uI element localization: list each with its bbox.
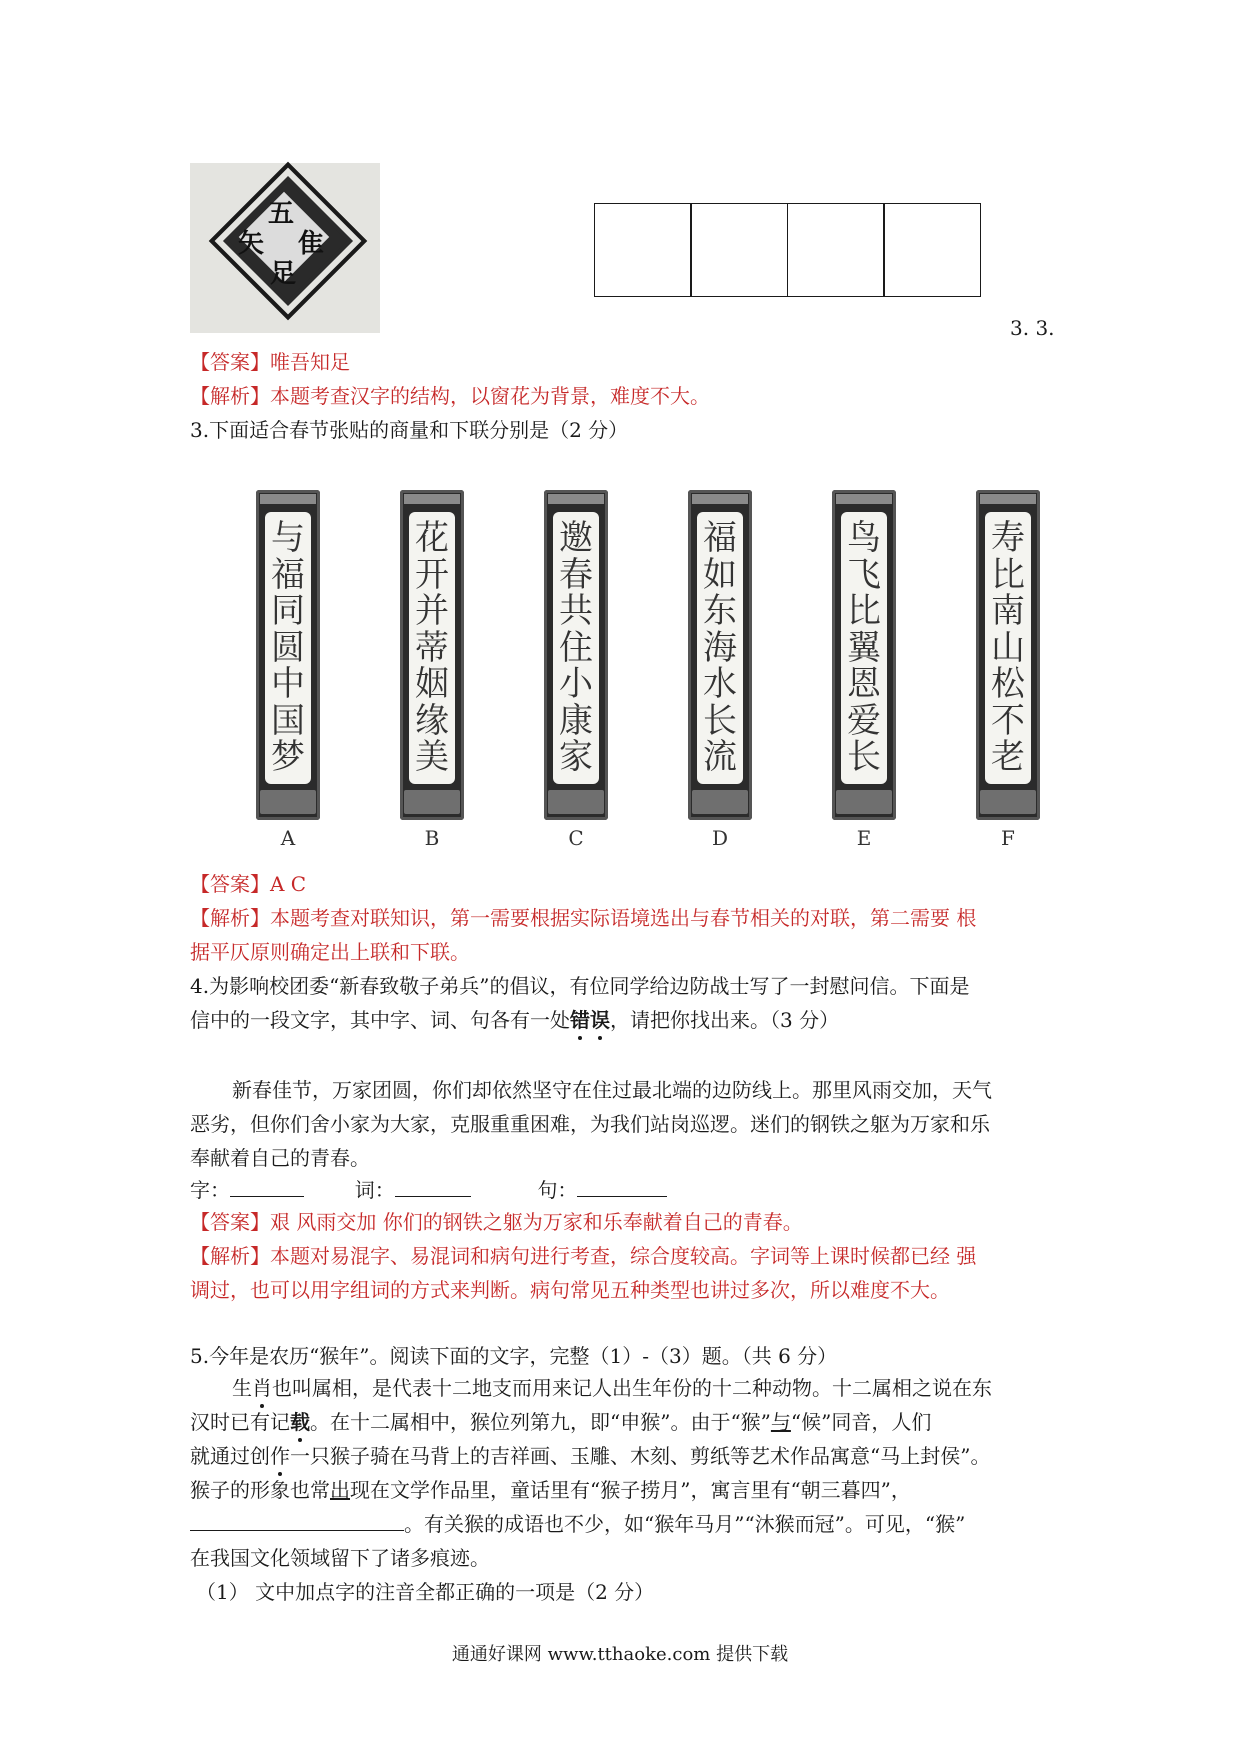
q4-analysis-line	[190, 1242, 976, 1270]
answer-label: 【答案】	[190, 872, 270, 896]
q4-answer	[190, 1208, 803, 1236]
couplet-char: 美	[415, 737, 449, 777]
couplet-char: 小	[559, 664, 593, 704]
q3-question: 3.下面适合春节张贴的商量和下联分别是（2 分）	[190, 418, 629, 442]
label-zi: 字：	[190, 1178, 230, 1202]
couplet-top-ornament	[260, 494, 316, 504]
answer-box[interactable]	[594, 203, 692, 297]
couplet-letter: A	[280, 826, 296, 850]
answer-text: 艰 风雨交加 你们的钢铁之躯为万家和乐奉献着自己的青春。	[270, 1210, 803, 1234]
q5-text: 一只猴子骑在马背上的吉祥画、玉雕、木刻、剪纸等艺术作品寓意“马上封侯”。	[290, 1444, 991, 1468]
couplet-char: 如	[703, 554, 737, 595]
q5-text: 也叫属相，是代表十二地支而用来记人出生年份的十二种动物。十二属相之说在东	[272, 1376, 992, 1400]
couplet-char: 山	[991, 627, 1025, 668]
q4-passage-line: 新春佳节，万家团圆，你们却依然坚守在住过最北端的边防线上。那里风雨交加，天气	[232, 1078, 992, 1102]
couplet-panel	[553, 512, 599, 784]
couplet-c	[544, 490, 608, 820]
emblem-char: 隹	[298, 229, 325, 259]
couplet-char: 中	[271, 664, 305, 704]
q4-analysis-line: 调过，也可以用字组词的方式来判断。病句常见五种类型也讲过多次，所以难度不大。	[190, 1278, 950, 1302]
paper-cut-emblem	[190, 163, 380, 333]
couplet-char: 流	[703, 737, 737, 777]
answer-boxes	[595, 203, 981, 297]
couplet-char: 比	[847, 591, 881, 631]
q3-analysis-line: 据平仄原则确定出上联和下联。	[190, 940, 470, 964]
couplet-char: 开	[415, 554, 449, 595]
footer-text: 通通好课网 www.tthaoke.com 提供下载	[451, 1644, 789, 1665]
q5-text: 就通过创	[190, 1444, 270, 1468]
couplet-d	[688, 490, 752, 820]
couplet-char: 缘	[415, 700, 449, 741]
q5-text: 汉时已有记	[190, 1410, 290, 1434]
couplet-letter: F	[1001, 826, 1015, 850]
couplet-panel	[265, 512, 311, 784]
q4-fill-blanks	[190, 1176, 667, 1204]
q5-text: 猴子的形象也常	[190, 1478, 330, 1502]
couplet-char: 翼	[847, 627, 881, 668]
blank-ju[interactable]	[577, 1176, 667, 1197]
label-ju: 句：	[537, 1178, 578, 1202]
couplet-char: 老	[991, 737, 1025, 777]
emblem-char: 矢	[238, 229, 265, 259]
analysis-label: 【解析】	[190, 906, 270, 930]
couplet-foot-ornament	[260, 790, 316, 814]
couplet-foot-ornament	[980, 790, 1036, 814]
underlined-char: 与	[770, 1410, 791, 1434]
couplet-f	[976, 490, 1040, 820]
couplet-char: 蒂	[415, 627, 449, 668]
couplet-char: 春	[559, 554, 593, 595]
couplet-char: 与	[271, 518, 305, 558]
couplet-foot-ornament	[548, 790, 604, 814]
blank-zi[interactable]	[230, 1176, 304, 1197]
couplet-char: 姻	[415, 664, 449, 704]
q4-passage-line: 恶劣，但你们舍小家为大家，克服重重困难，为我们站岗巡逻。迷们的钢铁之躯为万家和乐	[190, 1112, 990, 1136]
q5-paragraph-line	[190, 1442, 990, 1470]
couplet-char: 福	[271, 554, 305, 595]
couplet-foot-ornament	[404, 790, 460, 814]
q5-subquestion: （1） 文中加点字的注音全都正确的一项是（2 分）	[196, 1580, 655, 1604]
couplet-panel	[409, 512, 455, 784]
q5-blank[interactable]	[190, 1510, 404, 1531]
couplet-char: 邀	[559, 518, 593, 558]
analysis-label: 【解析】	[190, 384, 270, 408]
q5-text: “候”同音，人们	[790, 1410, 932, 1434]
couplet-panel	[985, 512, 1031, 784]
answer-text: A C	[270, 872, 307, 896]
q5-paragraph-line	[190, 1408, 931, 1436]
couplet-char: 南	[991, 591, 1025, 631]
q5-title: 5.今年是农历“猴年”。阅读下面的文字，完整（1）-（3）题。（共 6 分）	[190, 1344, 838, 1368]
answer-box[interactable]	[690, 203, 788, 297]
q5-paragraph-line	[232, 1374, 992, 1402]
q5-paragraph-line: 在我国文化领域留下了诸多痕迹。	[190, 1546, 490, 1570]
couplet-e	[832, 490, 896, 820]
couplet-char: 福	[703, 518, 737, 558]
answer-label: 【答案】	[190, 350, 270, 374]
couplet-char: 松	[991, 664, 1025, 704]
couplet-char: 恩	[847, 664, 881, 704]
analysis-label: 【解析】	[190, 1244, 270, 1268]
couplet-a	[256, 490, 320, 820]
couplet-letter: E	[856, 826, 872, 850]
dotted-char: 载	[290, 1410, 310, 1434]
q4-passage-line: 奉献着自己的青春。	[190, 1146, 370, 1170]
q5-paragraph-line	[190, 1510, 965, 1538]
couplet-char: 家	[559, 737, 593, 777]
couplet-char: 住	[559, 627, 593, 668]
analysis-text: 本题考查对联知识，第一需要根据实际语境选出与春节相关的对联，第二需要 根	[270, 906, 977, 930]
emblem-char: 足	[270, 259, 297, 289]
couplet-char: 共	[559, 591, 593, 631]
emphasis-char: 误	[590, 1008, 610, 1032]
couplet-panel	[841, 512, 887, 784]
underlined-char: 出	[330, 1478, 350, 1502]
couplet-letter: D	[711, 826, 729, 850]
emphasis-char: 错	[570, 1008, 590, 1032]
couplet-char: 长	[847, 737, 881, 777]
couplet-char: 圆	[271, 627, 305, 668]
q4-question-line	[190, 1006, 839, 1034]
couplet-char: 同	[271, 591, 305, 631]
q5-text: 。在十二属相中，猴位列第九，即“申猴”。由于“猴”	[310, 1410, 771, 1434]
q2-answer	[190, 348, 350, 376]
couplet-char: 并	[415, 591, 449, 631]
couplet-foot-ornament	[836, 790, 892, 814]
couplet-letter: C	[568, 826, 584, 850]
q5-text: 生	[232, 1376, 252, 1400]
couplet-top-ornament	[692, 494, 748, 504]
couplet-gallery	[250, 480, 1060, 850]
couplet-char: 飞	[847, 554, 881, 595]
q4-text: ，请把你找出来。（3 分）	[610, 1008, 840, 1032]
dotted-char: 作	[270, 1444, 290, 1468]
couplet-char: 寿	[991, 518, 1025, 558]
couplet-char: 海	[703, 627, 737, 668]
couplet-top-ornament	[548, 494, 604, 504]
couplet-top-ornament	[980, 494, 1036, 504]
couplet-char: 梦	[271, 737, 305, 777]
couplet-char: 花	[415, 518, 449, 558]
label-ci: 词：	[354, 1178, 395, 1202]
couplet-b	[400, 490, 464, 820]
couplet-foot-ornament	[692, 790, 748, 814]
dotted-char: 肖	[252, 1376, 272, 1400]
couplet-char: 长	[703, 700, 737, 741]
page-marker: 3. 3.	[1010, 316, 1055, 340]
answer-label: 【答案】	[190, 1210, 270, 1234]
q3-answer	[190, 870, 306, 898]
couplet-char: 康	[559, 700, 593, 741]
couplet-top-ornament	[404, 494, 460, 504]
couplet-char: 鸟	[847, 518, 881, 558]
couplet-char: 东	[703, 591, 737, 631]
q4-question-line: 4.为影响校团委“新春致敬子弟兵”的倡议，有位同学给边防战士写了一封慰问信。下面是	[190, 974, 970, 998]
analysis-text: 本题考查汉字的结构，以窗花为背景，难度不大。	[270, 384, 710, 408]
couplet-char: 爱	[847, 700, 881, 741]
emblem-char: 五	[268, 199, 295, 229]
couplet-top-ornament	[836, 494, 892, 504]
couplet-char: 水	[703, 664, 737, 704]
couplet-char: 国	[271, 700, 305, 741]
q2-analysis	[190, 382, 710, 410]
q4-text: 信中的一段文字，其中字、词、句各有一处	[190, 1008, 570, 1032]
blank-ci[interactable]	[395, 1176, 471, 1197]
answer-text: 唯吾知足	[270, 350, 350, 374]
couplet-panel	[697, 512, 743, 784]
q5-text: 。有关猴的成语也不少，如“猴年马月”“沐猴而冠”。可见，“猴”	[404, 1512, 966, 1536]
answer-box[interactable]	[883, 203, 981, 297]
couplet-char: 比	[991, 554, 1025, 595]
analysis-text: 本题对易混字、易混词和病句进行考查，综合度较高。字词等上课时候都已经 强	[270, 1244, 977, 1268]
couplet-char: 不	[991, 700, 1025, 741]
q5-paragraph-line	[190, 1476, 911, 1504]
couplet-letter: B	[424, 826, 440, 850]
answer-box[interactable]	[787, 203, 885, 297]
q5-text: 现在文学作品里，童话里有“猴子捞月”，寓言里有“朝三暮四”，	[350, 1478, 911, 1502]
q3-analysis-line	[190, 904, 976, 932]
